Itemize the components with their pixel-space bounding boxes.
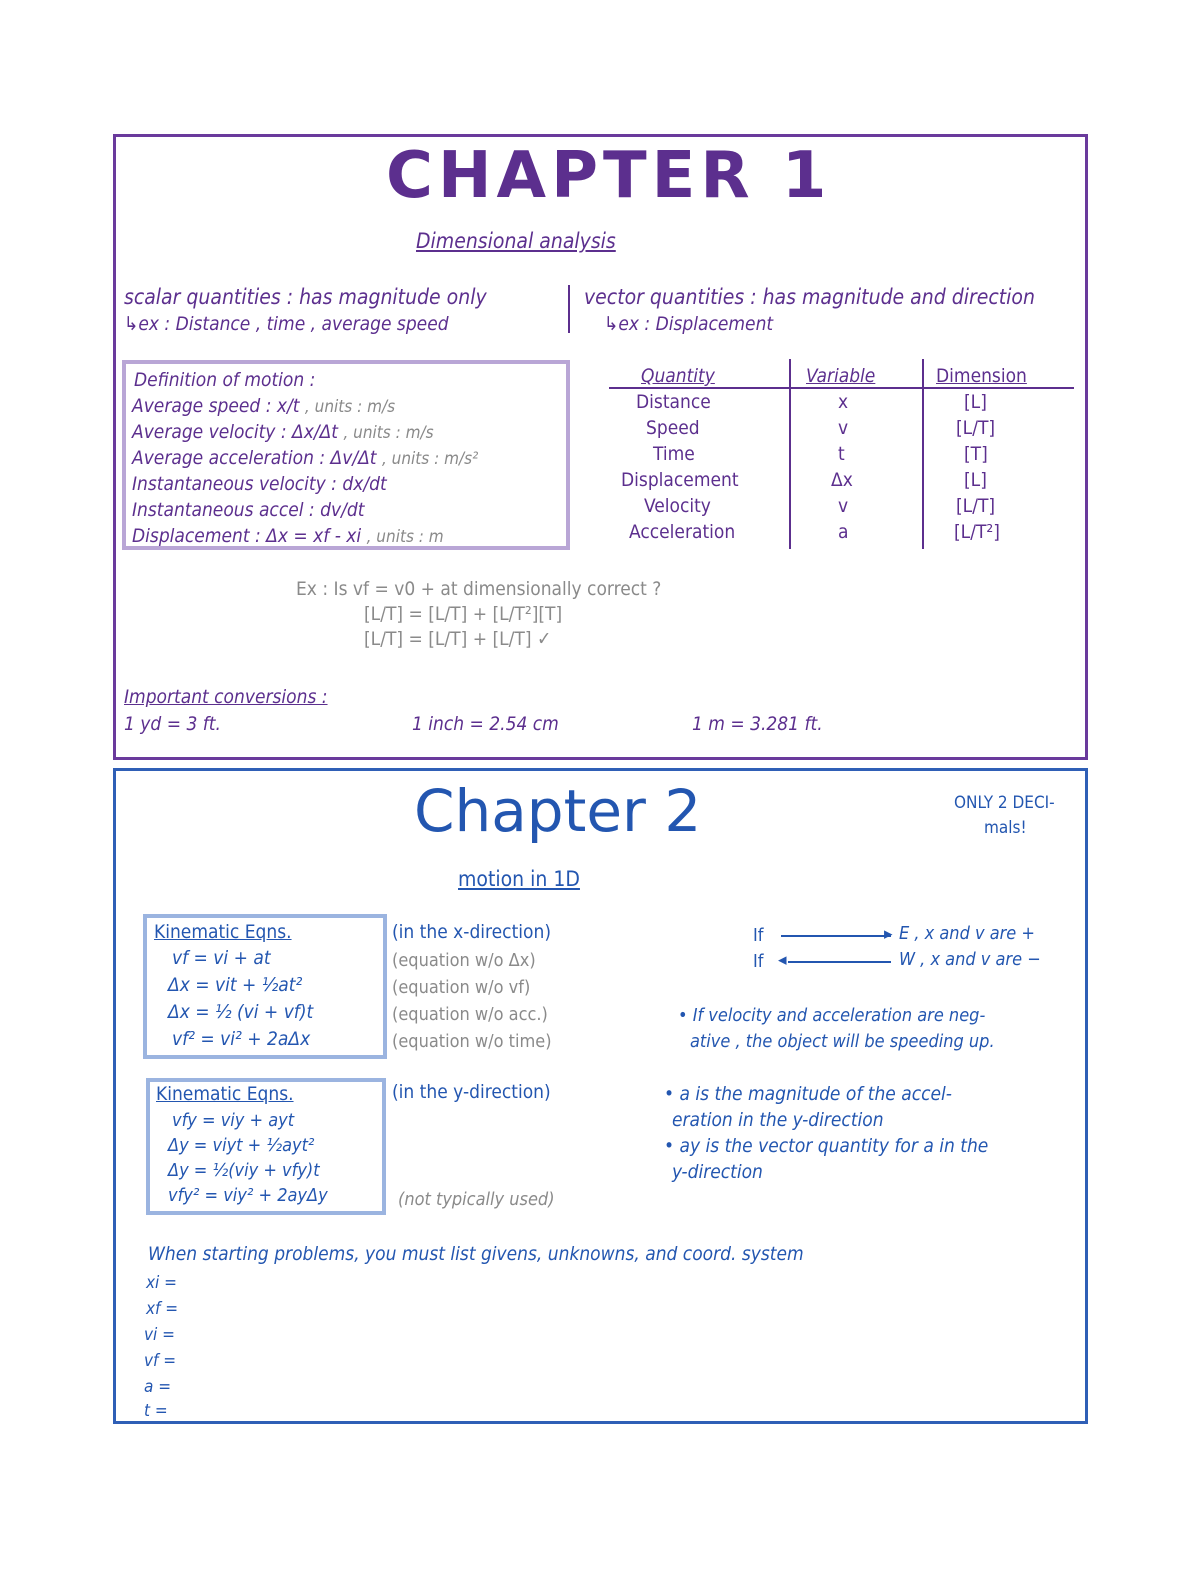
kinematic-x-note: (equation w/o time) (392, 1031, 552, 1052)
definition-name: Average acceleration : (132, 447, 326, 469)
kinematic-y-equation: Δy = ½(viy + vfy)t (168, 1160, 320, 1181)
decimals-note-line-2: mals! (984, 818, 1027, 838)
table-cell-quantity: Speed (646, 417, 700, 439)
speeding-note-line-1: • If velocity and acceleration are neg- (678, 1005, 986, 1026)
magnitude-note-line: • a is the magnitude of the accel- (664, 1083, 952, 1105)
west-if-label: If (753, 951, 764, 972)
definition-row (132, 395, 395, 417)
definition-formula: x/t (276, 395, 300, 417)
table-cell-dimension: [T] (964, 443, 988, 465)
givens-item: vf = (144, 1351, 177, 1371)
givens-title: When starting problems, you must list givens, unknowns, and coord. system (148, 1243, 804, 1265)
magnitude-note-line: eration in the y-direction (672, 1109, 884, 1131)
scalar-vector-divider (568, 285, 570, 333)
table-cell-quantity: Distance (636, 391, 711, 413)
chapter-2-subtitle: motion in 1D (458, 867, 580, 891)
west-arrow-line (788, 961, 891, 963)
givens-item: t = (144, 1401, 168, 1421)
definition-units: , units : m/s² (381, 449, 479, 469)
definition-row (132, 499, 364, 521)
chapter-1-panel (113, 134, 1088, 760)
table-cell-variable: Δx (831, 469, 853, 491)
scalar-example: ↳ex : Distance , time , average speed (124, 313, 449, 335)
table-header-rule (609, 387, 1074, 389)
kinematic-x-title: Kinematic Eqns. (154, 921, 292, 943)
chapter-1-subtitle: Dimensional analysis (416, 229, 616, 253)
table-cell-variable: v (838, 495, 849, 517)
definition-formula: Δx = xf - xi (266, 525, 362, 547)
table-cell-quantity: Time (653, 443, 695, 465)
definition-row (132, 473, 387, 495)
table-cell-variable: t (838, 443, 845, 465)
kinematic-x-direction: (in the x-direction) (392, 921, 551, 943)
table-header-quantity: Quantity (641, 365, 715, 387)
definition-title: Definition of motion : (134, 369, 316, 391)
definition-name: Instantaneous accel : (132, 499, 315, 521)
definition-units: , units : m (366, 527, 444, 547)
magnitude-note-line: y-direction (672, 1161, 763, 1183)
definition-name: Displacement : (132, 525, 261, 547)
table-cell-variable: x (838, 391, 849, 413)
conversion-item: 1 yd = 3 ft. (124, 713, 221, 735)
kinematic-y-direction: (in the y-direction) (392, 1081, 551, 1103)
table-cell-quantity: Acceleration (629, 521, 736, 543)
definition-units: , units : m/s (304, 397, 396, 417)
table-cell-dimension: [L] (964, 391, 987, 413)
west-rule: W , x and v are − (899, 949, 1041, 970)
west-arrow-head-icon: ◂ (778, 950, 787, 970)
table-cell-quantity: Velocity (644, 495, 711, 517)
table-cell-variable: a (838, 521, 849, 543)
definition-formula: dx/dt (342, 473, 387, 495)
givens-item: xf = (146, 1299, 179, 1319)
kinematic-x-equation: Δx = vit + ½at² (168, 974, 303, 996)
givens-item: a = (144, 1377, 172, 1397)
table-cell-variable: v (838, 417, 849, 439)
chapter-1-title: CHAPTER 1 (386, 139, 832, 213)
definition-units: , units : m/s (343, 423, 434, 443)
speeding-note-line-2: ative , the object will be speeding up. (690, 1031, 995, 1052)
definition-formula: Δx/Δt (292, 421, 338, 443)
definition-name: Instantaneous velocity : (132, 473, 337, 495)
kinematic-x-equation: vf = vi + at (172, 947, 271, 969)
definition-row (132, 447, 478, 469)
chapter-2-panel (113, 768, 1088, 1424)
east-if-label: If (753, 925, 764, 946)
kinematic-y-equation: vfy = viy + ayt (172, 1110, 295, 1131)
kinematic-y-note: (not typically used) (398, 1189, 555, 1210)
table-cell-dimension: [L/T] (956, 417, 996, 439)
table-cell-dimension: [L/T] (956, 495, 996, 517)
example-line-3: [L/T] = [L/T] + [L/T] ✓ (364, 628, 552, 650)
east-rule: E , x and v are + (899, 923, 1035, 944)
givens-item: xi = (146, 1273, 177, 1293)
definition-row (132, 421, 434, 443)
east-arrow-line (781, 935, 891, 937)
conversions-title: Important conversions : (124, 686, 328, 708)
vector-example: ↳ex : Displacement (604, 313, 774, 335)
table-header-variable: Variable (806, 365, 876, 387)
kinematic-x-note: (equation w/o acc.) (392, 1004, 548, 1025)
table-cell-dimension: [L/T²] (954, 521, 1000, 543)
table-header-dimension: Dimension (936, 365, 1027, 387)
definition-formula: dv/dt (320, 499, 365, 521)
definition-name: Average speed : (132, 395, 272, 417)
definition-row (132, 525, 444, 547)
definition-formula: Δv/Δt (330, 447, 377, 469)
table-column-divider (922, 359, 924, 549)
kinematic-y-equation: vfy² = viy² + 2ayΔy (168, 1185, 328, 1206)
example-line-1: Ex : Is vf = v0 + at dimensionally correct ? (296, 578, 662, 600)
conversion-item: 1 inch = 2.54 cm (412, 713, 559, 735)
givens-item: vi = (144, 1325, 175, 1345)
kinematic-x-note: (equation w/o vf) (392, 977, 531, 998)
table-cell-quantity: Displacement (621, 469, 739, 491)
example-line-2: [L/T] = [L/T] + [L/T²][T] (364, 603, 563, 625)
vector-label: vector quantities : has magnitude and direction (584, 285, 1035, 309)
kinematic-y-title: Kinematic Eqns. (156, 1083, 294, 1105)
scalar-label: scalar quantities : has magnitude only (124, 285, 487, 309)
chapter-2-title: Chapter 2 (414, 777, 702, 845)
decimals-note-line-1: ONLY 2 DECI- (954, 793, 1055, 813)
kinematic-x-note: (equation w/o Δx) (392, 950, 536, 971)
table-column-divider (789, 359, 791, 549)
table-cell-dimension: [L] (964, 469, 987, 491)
kinematic-x-equation: Δx = ½ (vi + vf)t (168, 1001, 314, 1023)
kinematic-x-equation: vf² = vi² + 2aΔx (172, 1028, 311, 1050)
magnitude-note-line: • ay is the vector quantity for a in the (664, 1135, 989, 1157)
east-arrow-head-icon: ▸ (884, 924, 893, 944)
kinematic-y-equation: Δy = viyt + ½ayt² (168, 1135, 315, 1156)
definition-name: Average velocity : (132, 421, 287, 443)
conversion-item: 1 m = 3.281 ft. (692, 713, 823, 735)
